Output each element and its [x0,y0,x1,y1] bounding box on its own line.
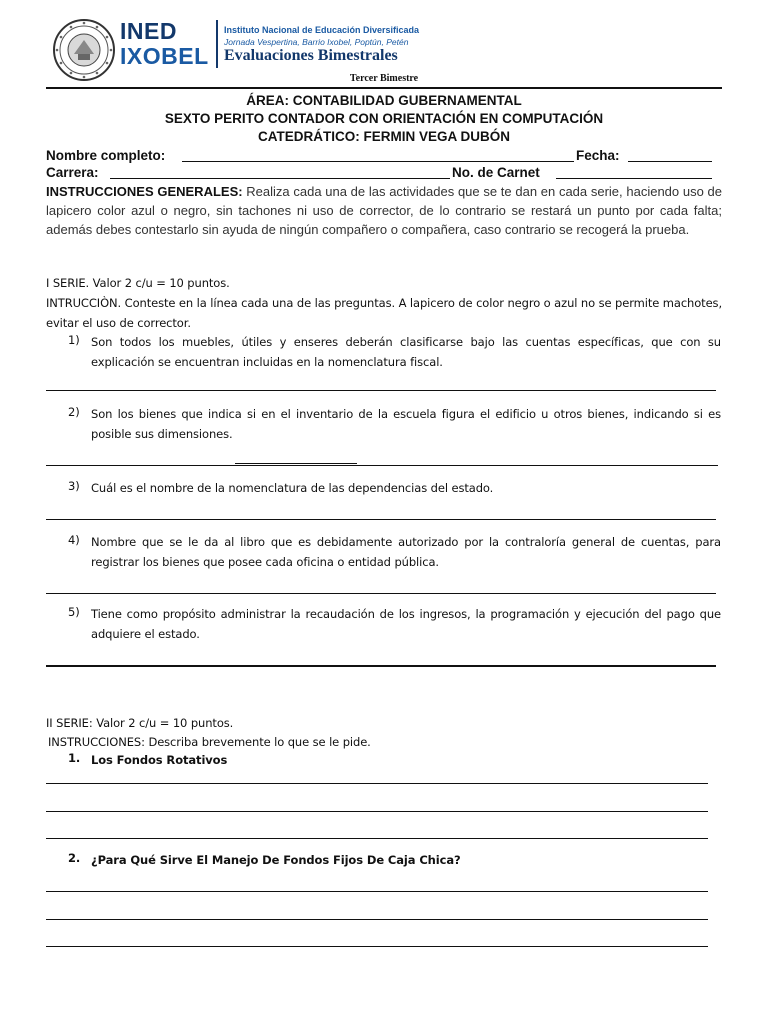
question-number: 3) [68,479,80,493]
question-text: Tiene como propósito administrar la recaudación de los ingresos, la programación y ejecución del pago que adquiere el estado. [91,607,721,641]
serie2-title [46,714,722,734]
name-field-label: Nombre completo: [46,148,166,163]
general-instructions-label: INSTRUCCIONES GENERALES: [46,184,243,199]
logo-ixobel: IXOBEL [120,43,209,69]
career-blank[interactable] [110,178,450,179]
logo-divider [216,20,218,68]
answer-line[interactable] [46,519,716,520]
general-instructions [46,182,722,239]
header-rule [46,87,722,89]
question-number: 1. [68,751,81,765]
date-field-label: Fecha: [576,148,620,163]
area-title: ÁREA: CONTABILIDAD GUBERNAMENTAL [246,93,522,108]
date-blank[interactable] [628,161,712,162]
carnet-field-label: No. de Carnet [452,165,540,180]
question-text: Son todos los muebles, útiles y enseres deberán clasificarse bajo las cuentas específicas, que con su explicación se encuentran incluidas en la nomenclatura fiscal. [91,335,721,369]
answer-line[interactable] [46,811,708,812]
institute-name: Instituto Nacional de Educación Diversificada [224,25,420,35]
question-number: 5) [68,605,80,619]
general-instructions-text: Realiza cada una de las actividades que se te dan en cada serie, haciendo uso de lapicero color azul o negro, sin tachones ni uso de corrector, de lo contrario se restará un punto por cada falta; además debes contestarlo sin ayuda de ningún compañero o compañera, caso contrario se recogerá la prueba. [46,184,722,237]
question-text: Son los bienes que indica si en el inventario de la escuela figura el edificio u otros bienes, indicando si es posible sus dimensiones. [91,407,721,441]
answer-line[interactable] [46,783,708,784]
question-text: Cuál es el nombre de la nomenclatura de las dependencias del estado. [91,481,494,495]
question-text: ¿Para Qué Sirve El Manejo De Fondos Fijos De Caja Chica? [91,853,461,867]
answer-line[interactable] [46,665,716,667]
answer-line-accent [235,463,357,464]
serie1-instruction: INTRUCCIÒN. Conteste en la línea cada una de las preguntas. A lapicero de color negro o azul no se permite machotes, evitar el uso de corrector. [46,296,722,330]
serie2-instruction [48,733,724,753]
answer-line[interactable] [46,390,716,391]
carnet-blank[interactable] [556,178,712,179]
question-number: 4) [68,533,80,547]
serie2-title-value: Valor 2 c/u = 10 puntos. [96,716,234,730]
logo-ined: INED [120,18,177,44]
serie2-title-label: II SERIE: [46,716,93,730]
answer-line[interactable] [46,919,708,920]
period-label: Tercer Bimestre [349,73,419,84]
name-blank[interactable] [182,161,574,162]
answer-line[interactable] [46,891,708,892]
evaluations-title: Evaluaciones Bimestrales [224,47,398,64]
question-text: Los Fondos Rotativos [91,753,228,767]
course-title: SEXTO PERITO CONTADOR CON ORIENTACIÓN EN COMPUTACIÓN [164,111,604,126]
teacher-title: CATEDRÁTICO: FERMIN VEGA DUBÓN [258,129,510,144]
career-field-label: Carrera: [46,165,99,180]
question-number: 2) [68,405,80,419]
answer-line[interactable] [46,465,718,466]
serie1-title: I SERIE. Valor 2 c/u = 10 puntos. [46,276,230,290]
question-number: 2. [68,851,81,865]
institute-address: Jornada Vespertina, Barrio Ixobel, Poptún, Petén [224,37,409,47]
serie2-instruction-text: Describa brevemente lo que se le pide. [148,735,371,749]
question-text: Nombre que se le da al libro que es debidamente autorizado por la contraloría general de cuentas, para registrar los bienes que posee cada oficina o entidad pública. [91,535,721,569]
answer-line[interactable] [46,838,708,839]
question-number: 1) [68,333,80,347]
answer-line[interactable] [46,593,716,594]
answer-line[interactable] [46,946,708,947]
serie2-instruction-label: INSTRUCCIONES: [48,735,145,749]
